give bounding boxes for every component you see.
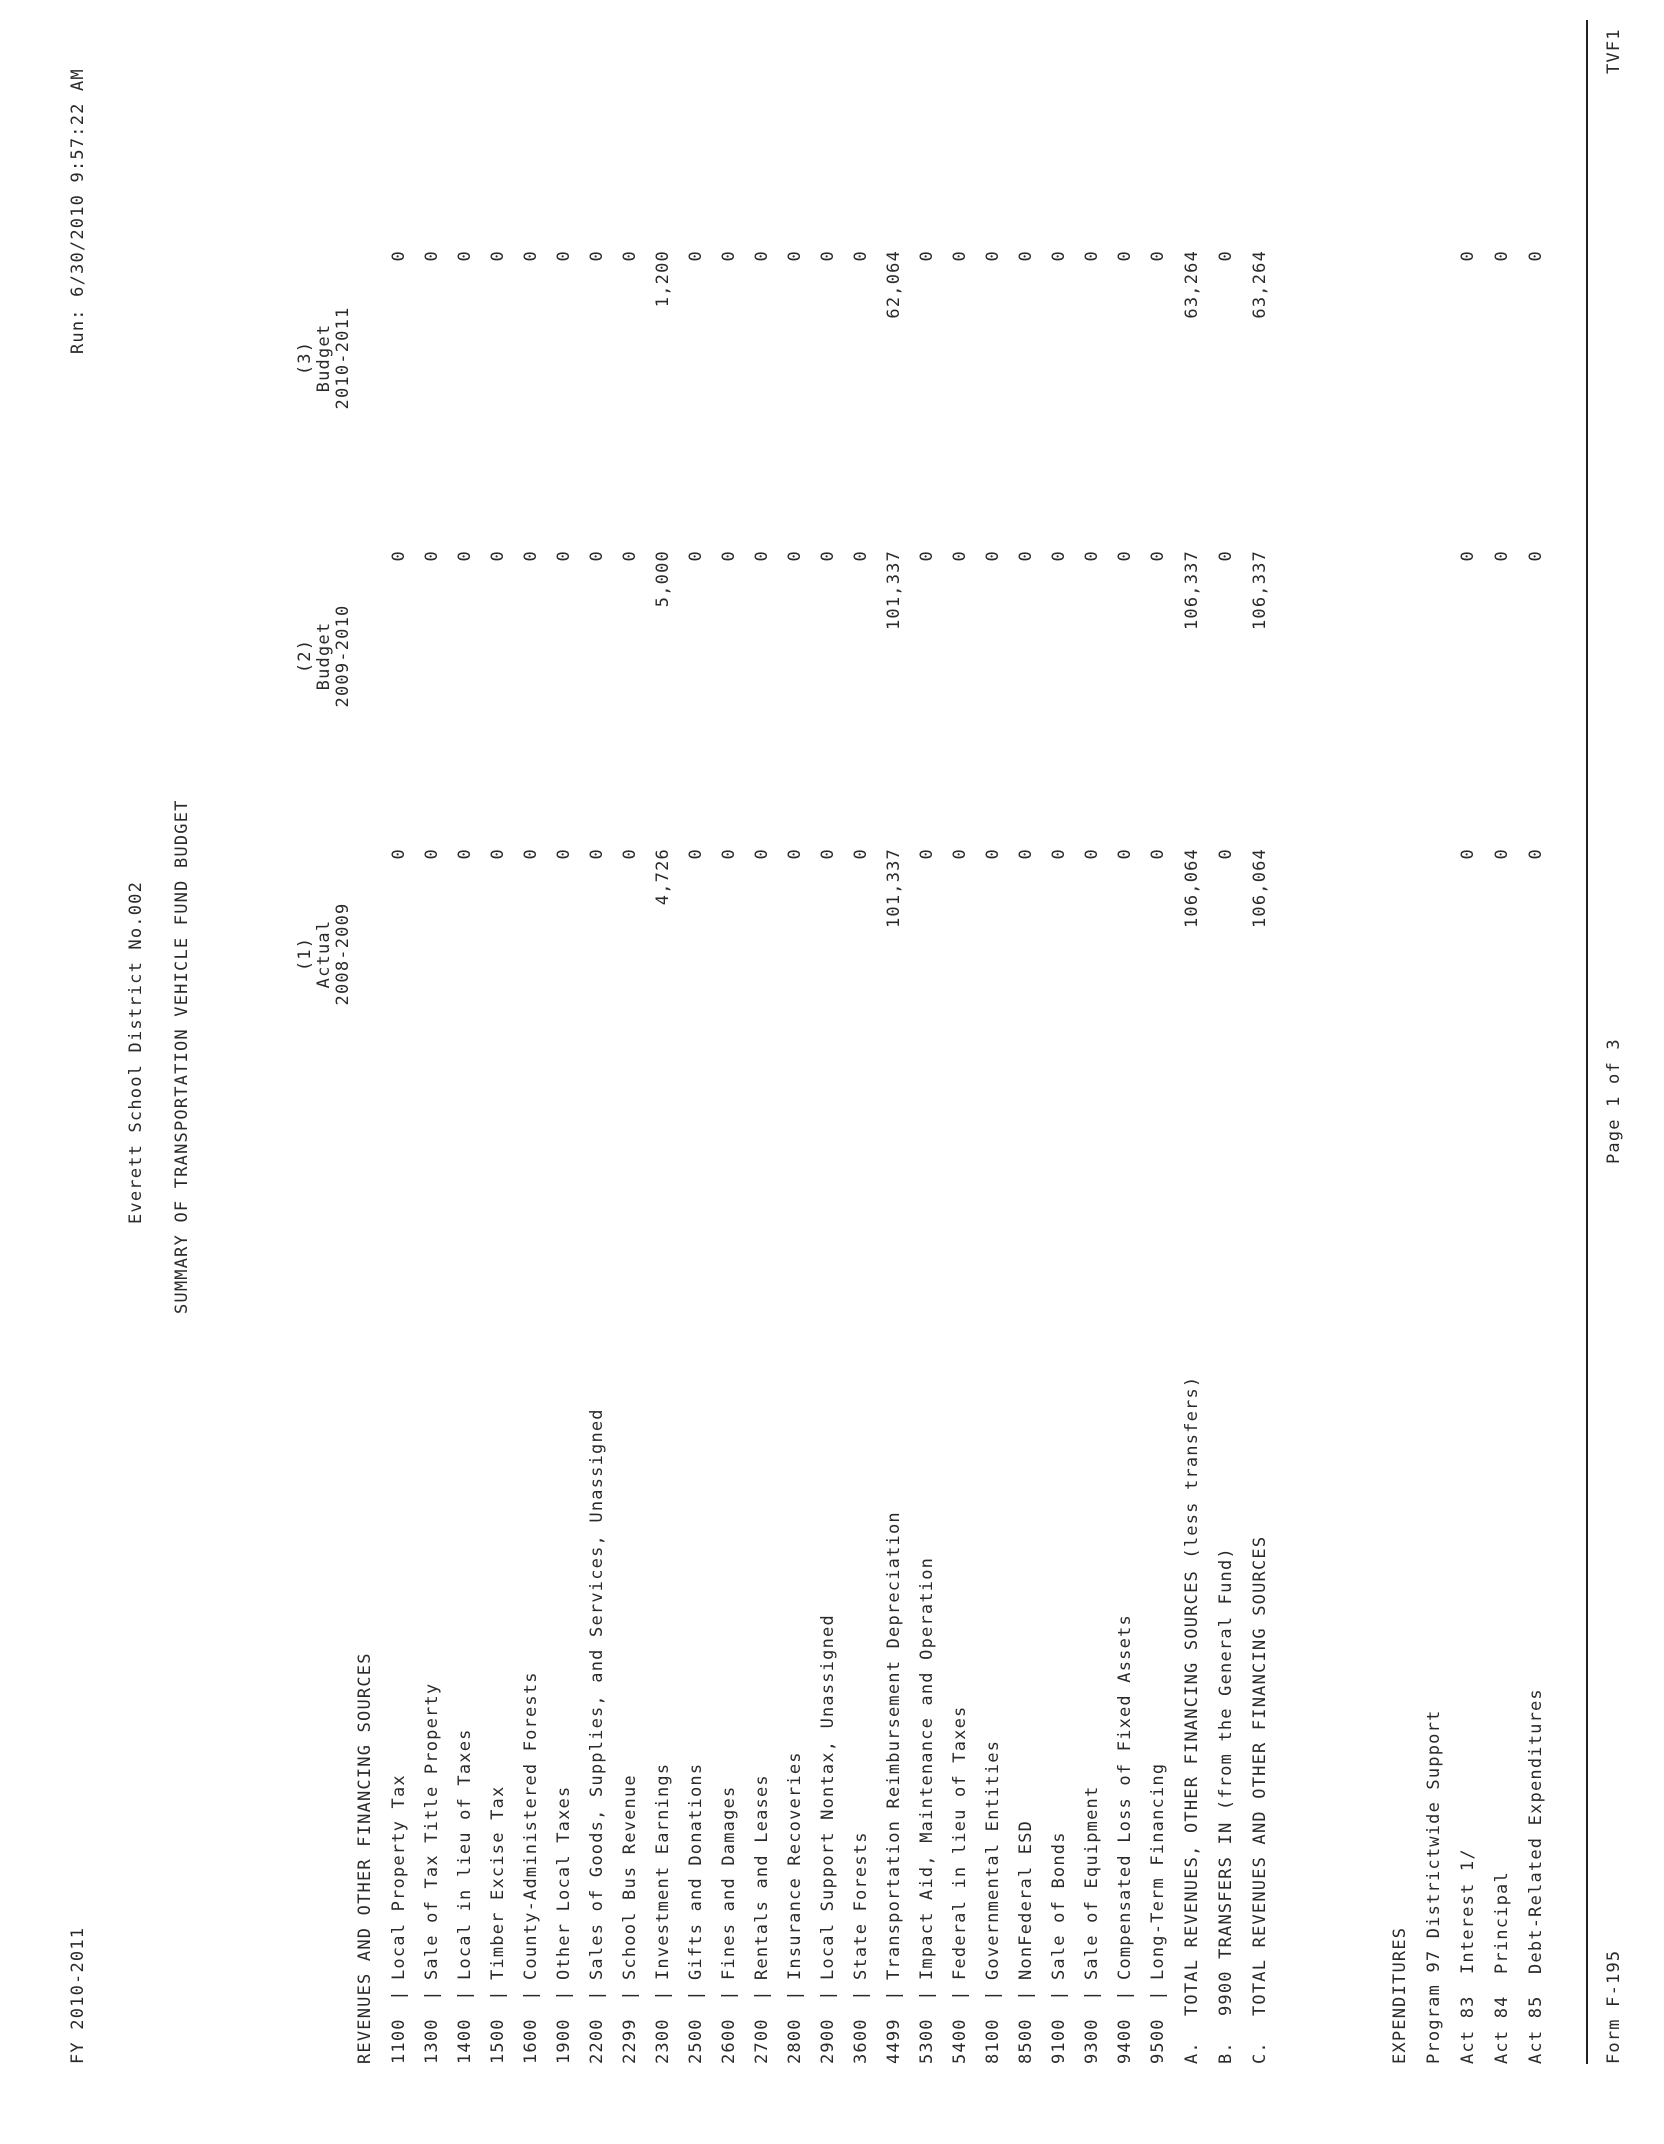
- row-description: Sale of Tax Title Property: [422, 1682, 442, 1980]
- table-row: [1492, 0, 1526, 2144]
- column-separator: |: [488, 1989, 508, 2001]
- page-number: Page 1 of 3: [1604, 1038, 1624, 1164]
- row-description: TOTAL REVENUES, OTHER FINANCING SOURCES (less transfers): [1182, 1375, 1202, 2016]
- row-code: 8500: [1016, 2018, 1036, 2064]
- value-budget-2009-2010: 106,337: [1182, 550, 1202, 631]
- value-budget-2009-2010: 0: [752, 550, 772, 562]
- value-budget-2009-2010: 0: [554, 550, 574, 562]
- table-row: [884, 0, 918, 2144]
- row-description: TOTAL REVENUES AND OTHER FINANCING SOURCES: [1250, 1535, 1270, 2016]
- value-budget-2010-2011: 62,064: [884, 250, 904, 319]
- program-heading: Program 97 Districtwide Support: [1424, 1709, 1444, 2064]
- value-budget-2009-2010: 0: [455, 550, 475, 562]
- table-row: [851, 0, 885, 2144]
- value-budget-2009-2010: 0: [521, 550, 541, 562]
- row-code: 1600: [521, 2018, 541, 2064]
- footer-rule: [1586, 20, 1588, 2064]
- column-separator: |: [1016, 1989, 1036, 2001]
- value-budget-2009-2010: 0: [1082, 550, 1102, 562]
- value-budget-2010-2011: 0: [1458, 250, 1478, 262]
- column-separator: |: [1082, 1989, 1102, 2001]
- row-code: 2800: [785, 2018, 805, 2064]
- row-description: Transportation Reimbursement Depreciation: [884, 1511, 904, 1980]
- column-separator: |: [1148, 1989, 1168, 2001]
- row-code: 2600: [719, 2018, 739, 2064]
- table-row: [1016, 0, 1050, 2144]
- row-description: 9900 TRANSFERS IN (from the General Fund): [1216, 1547, 1236, 2016]
- row-code: 2500: [686, 2018, 706, 2064]
- fiscal-year: FY 2010-2011: [68, 1926, 88, 2064]
- value-budget-2010-2011: 0: [488, 250, 508, 262]
- row-code: 5400: [950, 2018, 970, 2064]
- row-description: Insurance Recoveries: [785, 1751, 805, 1980]
- table-row: [1148, 0, 1182, 2144]
- table-row: [1115, 0, 1149, 2144]
- column-separator: |: [1115, 1989, 1135, 2001]
- row-description: Investment Earnings: [653, 1762, 673, 1980]
- table-row: [1216, 0, 1250, 2144]
- value-budget-2010-2011: 0: [1115, 250, 1135, 262]
- row-code: Act 83: [1458, 1995, 1478, 2064]
- table-row: [719, 0, 753, 2144]
- table-row: [620, 0, 654, 2144]
- table-row: [455, 0, 489, 2144]
- row-code: A.: [1182, 2041, 1202, 2064]
- row-description: State Forests: [851, 1831, 871, 1980]
- value-budget-2009-2010: 0: [719, 550, 739, 562]
- column-separator: |: [785, 1989, 805, 2001]
- row-code: B.: [1216, 2041, 1236, 2064]
- row-code: 1900: [554, 2018, 574, 2064]
- table-row: [752, 0, 786, 2144]
- value-actual-2008-2009: 0: [1492, 848, 1512, 860]
- value-actual-2008-2009: 0: [1526, 848, 1546, 860]
- row-code: 1400: [455, 2018, 475, 2064]
- row-description: Principal: [1492, 1871, 1512, 1974]
- table-row: [1250, 0, 1284, 2144]
- value-budget-2009-2010: 5,000: [653, 550, 673, 608]
- value-budget-2009-2010: 0: [1049, 550, 1069, 562]
- value-budget-2009-2010: 0: [587, 550, 607, 562]
- row-code: 9100: [1049, 2018, 1069, 2064]
- row-description: Sales of Goods, Supplies, and Services, Unassigned: [587, 1408, 607, 1980]
- value-budget-2010-2011: 0: [554, 250, 574, 262]
- row-code: 5300: [917, 2018, 937, 2064]
- revenues-heading: REVENUES AND OTHER FINANCING SOURCES: [355, 1652, 375, 2064]
- column-separator: |: [950, 1989, 970, 2001]
- row-code: 1500: [488, 2018, 508, 2064]
- row-code: 9300: [1082, 2018, 1102, 2064]
- column-separator: |: [455, 1989, 475, 2001]
- value-actual-2008-2009: 106,064: [1182, 848, 1202, 929]
- table-row: [950, 0, 984, 2144]
- column-separator: |: [884, 1989, 904, 2001]
- row-description: Governmental Entities: [983, 1739, 1003, 1980]
- row-code: 2299: [620, 2018, 640, 2064]
- value-budget-2010-2011: 0: [950, 250, 970, 262]
- row-code: 9500: [1148, 2018, 1168, 2064]
- value-budget-2009-2010: 0: [1526, 550, 1546, 562]
- run-timestamp: Run: 6/30/2010 9:57:22 AM: [68, 68, 88, 354]
- table-row: [1182, 0, 1216, 2144]
- value-budget-2010-2011: 0: [752, 250, 772, 262]
- row-code: 2200: [587, 2018, 607, 2064]
- value-budget-2010-2011: 0: [917, 250, 937, 262]
- table-row: [1458, 0, 1492, 2144]
- value-budget-2010-2011: 0: [851, 250, 871, 262]
- value-budget-2010-2011: 1,200: [653, 250, 673, 308]
- value-budget-2010-2011: 0: [620, 250, 640, 262]
- row-code: 1300: [422, 2018, 442, 2064]
- row-description: Impact Aid, Maintenance and Operation: [917, 1556, 937, 1980]
- value-budget-2009-2010: 0: [686, 550, 706, 562]
- column-separator: |: [686, 1989, 706, 2001]
- table-row: [653, 0, 687, 2144]
- row-description: Federal in lieu of Taxes: [950, 1705, 970, 1980]
- row-description: Rentals and Leases: [752, 1774, 772, 1980]
- value-budget-2010-2011: 0: [455, 250, 475, 262]
- column-separator: |: [554, 1989, 574, 2001]
- column-separator: |: [719, 1989, 739, 2001]
- value-budget-2009-2010: 0: [620, 550, 640, 562]
- value-actual-2008-2009: 0: [851, 848, 871, 860]
- value-actual-2008-2009: 0: [818, 848, 838, 860]
- value-actual-2008-2009: 0: [1049, 848, 1069, 860]
- table-row: [818, 0, 852, 2144]
- district-name: Everett School District No.002: [126, 880, 146, 1224]
- row-description: School Bus Revenue: [620, 1774, 640, 1980]
- value-budget-2009-2010: 0: [488, 550, 508, 562]
- column-separator: |: [917, 1989, 937, 2001]
- column-separator: |: [851, 1989, 871, 2001]
- table-row: [521, 0, 555, 2144]
- row-code: 1100: [389, 2018, 409, 2064]
- row-description: NonFederal ESD: [1016, 1819, 1036, 1980]
- row-code: 9400: [1115, 2018, 1135, 2064]
- value-actual-2008-2009: 0: [1148, 848, 1168, 860]
- column-separator: |: [818, 1989, 838, 2001]
- value-actual-2008-2009: 0: [1115, 848, 1135, 860]
- table-row: [785, 0, 819, 2144]
- value-budget-2009-2010: 0: [785, 550, 805, 562]
- report-title: SUMMARY OF TRANSPORTATION VEHICLE FUND BUDGET: [172, 799, 192, 1314]
- value-actual-2008-2009: 0: [1216, 848, 1236, 860]
- value-actual-2008-2009: 0: [1082, 848, 1102, 860]
- table-row: [554, 0, 588, 2144]
- table-row: [1526, 0, 1560, 2144]
- value-budget-2009-2010: 0: [422, 550, 442, 562]
- value-actual-2008-2009: 0: [389, 848, 409, 860]
- value-budget-2009-2010: 0: [950, 550, 970, 562]
- value-budget-2010-2011: 0: [686, 250, 706, 262]
- column-separator: |: [620, 1989, 640, 2001]
- value-budget-2009-2010: 0: [917, 550, 937, 562]
- value-budget-2010-2011: 0: [983, 250, 1003, 262]
- value-budget-2010-2011: 0: [389, 250, 409, 262]
- column-header-2: (2) Budget 2009-2010: [295, 604, 353, 708]
- value-actual-2008-2009: 0: [785, 848, 805, 860]
- value-budget-2010-2011: 63,264: [1250, 250, 1270, 319]
- value-budget-2009-2010: 0: [1458, 550, 1478, 562]
- value-budget-2010-2011: 0: [1082, 250, 1102, 262]
- value-budget-2010-2011: 0: [1492, 250, 1512, 262]
- table-row: [422, 0, 456, 2144]
- value-budget-2010-2011: 0: [785, 250, 805, 262]
- column-separator: |: [521, 1989, 541, 2001]
- column-separator: |: [587, 1989, 607, 2001]
- value-budget-2009-2010: 0: [1016, 550, 1036, 562]
- row-code: 8100: [983, 2018, 1003, 2064]
- value-budget-2009-2010: 0: [1216, 550, 1236, 562]
- value-actual-2008-2009: 0: [1016, 848, 1036, 860]
- row-description: Sale of Equipment: [1082, 1785, 1102, 1980]
- column-separator: |: [752, 1989, 772, 2001]
- column-separator: |: [1049, 1989, 1069, 2001]
- row-code: Act 84: [1492, 1995, 1512, 2064]
- value-budget-2010-2011: 0: [587, 250, 607, 262]
- value-actual-2008-2009: 0: [422, 848, 442, 860]
- value-actual-2008-2009: 0: [719, 848, 739, 860]
- table-row: [1082, 0, 1116, 2144]
- row-description: Timber Excise Tax: [488, 1785, 508, 1980]
- value-actual-2008-2009: 0: [455, 848, 475, 860]
- value-actual-2008-2009: 0: [950, 848, 970, 860]
- value-actual-2008-2009: 0: [917, 848, 937, 860]
- value-actual-2008-2009: 0: [983, 848, 1003, 860]
- value-budget-2009-2010: 0: [1148, 550, 1168, 562]
- value-budget-2010-2011: 63,264: [1182, 250, 1202, 319]
- table-row: [1049, 0, 1083, 2144]
- row-description: Other Local Taxes: [554, 1785, 574, 1980]
- row-code: Act 85: [1526, 1995, 1546, 2064]
- column-separator: |: [653, 1989, 673, 2001]
- row-code: 2300: [653, 2018, 673, 2064]
- value-actual-2008-2009: 4,726: [653, 848, 673, 906]
- form-code: TVF1: [1604, 28, 1624, 74]
- value-budget-2010-2011: 0: [818, 250, 838, 262]
- row-description: Debt-Related Expenditures: [1526, 1688, 1546, 1974]
- row-description: Sale of Bonds: [1049, 1831, 1069, 1980]
- row-code: 4499: [884, 2018, 904, 2064]
- row-description: Fines and Damages: [719, 1785, 739, 1980]
- table-row: [389, 0, 423, 2144]
- table-row: [587, 0, 621, 2144]
- row-description: Local in lieu of Taxes: [455, 1728, 475, 1980]
- value-budget-2009-2010: 0: [818, 550, 838, 562]
- value-budget-2009-2010: 106,337: [1250, 550, 1270, 631]
- column-separator: |: [389, 1989, 409, 2001]
- value-budget-2009-2010: 0: [1115, 550, 1135, 562]
- column-separator: |: [983, 1989, 1003, 2001]
- column-header-3: (3) Budget 2010-2011: [295, 306, 353, 410]
- value-budget-2010-2011: 0: [1216, 250, 1236, 262]
- row-description: Long-Term Financing: [1148, 1762, 1168, 1980]
- row-description: County-Administered Forests: [521, 1671, 541, 1980]
- value-actual-2008-2009: 0: [587, 848, 607, 860]
- value-budget-2010-2011: 0: [1049, 250, 1069, 262]
- expenditures-heading: EXPENDITURES: [1390, 1926, 1410, 2064]
- value-actual-2008-2009: 0: [1458, 848, 1478, 860]
- row-description: Local Property Tax: [389, 1774, 409, 1980]
- value-budget-2010-2011: 0: [719, 250, 739, 262]
- row-code: C.: [1250, 2041, 1270, 2064]
- table-row: [917, 0, 951, 2144]
- value-budget-2009-2010: 101,337: [884, 550, 904, 631]
- value-actual-2008-2009: 101,337: [884, 848, 904, 929]
- row-description: Gifts and Donations: [686, 1762, 706, 1980]
- value-actual-2008-2009: 106,064: [1250, 848, 1270, 929]
- row-description: Local Support Nontax, Unassigned: [818, 1614, 838, 1980]
- value-budget-2009-2010: 0: [1492, 550, 1512, 562]
- row-code: 3600: [851, 2018, 871, 2064]
- value-budget-2010-2011: 0: [1526, 250, 1546, 262]
- value-actual-2008-2009: 0: [752, 848, 772, 860]
- value-actual-2008-2009: 0: [620, 848, 640, 860]
- value-budget-2010-2011: 0: [1148, 250, 1168, 262]
- value-budget-2009-2010: 0: [983, 550, 1003, 562]
- value-budget-2009-2010: 0: [851, 550, 871, 562]
- row-code: 2900: [818, 2018, 838, 2064]
- table-row: [488, 0, 522, 2144]
- value-actual-2008-2009: 0: [488, 848, 508, 860]
- table-row: [983, 0, 1017, 2144]
- value-actual-2008-2009: 0: [686, 848, 706, 860]
- column-separator: |: [422, 1989, 442, 2001]
- row-code: 2700: [752, 2018, 772, 2064]
- row-description: Interest 1/: [1458, 1848, 1478, 1974]
- table-row: [686, 0, 720, 2144]
- value-budget-2010-2011: 0: [1016, 250, 1036, 262]
- value-budget-2010-2011: 0: [521, 250, 541, 262]
- value-budget-2009-2010: 0: [389, 550, 409, 562]
- value-actual-2008-2009: 0: [521, 848, 541, 860]
- value-actual-2008-2009: 0: [554, 848, 574, 860]
- row-description: Compensated Loss of Fixed Assets: [1115, 1614, 1135, 1980]
- value-budget-2010-2011: 0: [422, 250, 442, 262]
- form-number: Form F-195: [1604, 1949, 1624, 2064]
- column-header-1: (1) Actual 2008-2009: [295, 902, 353, 1006]
